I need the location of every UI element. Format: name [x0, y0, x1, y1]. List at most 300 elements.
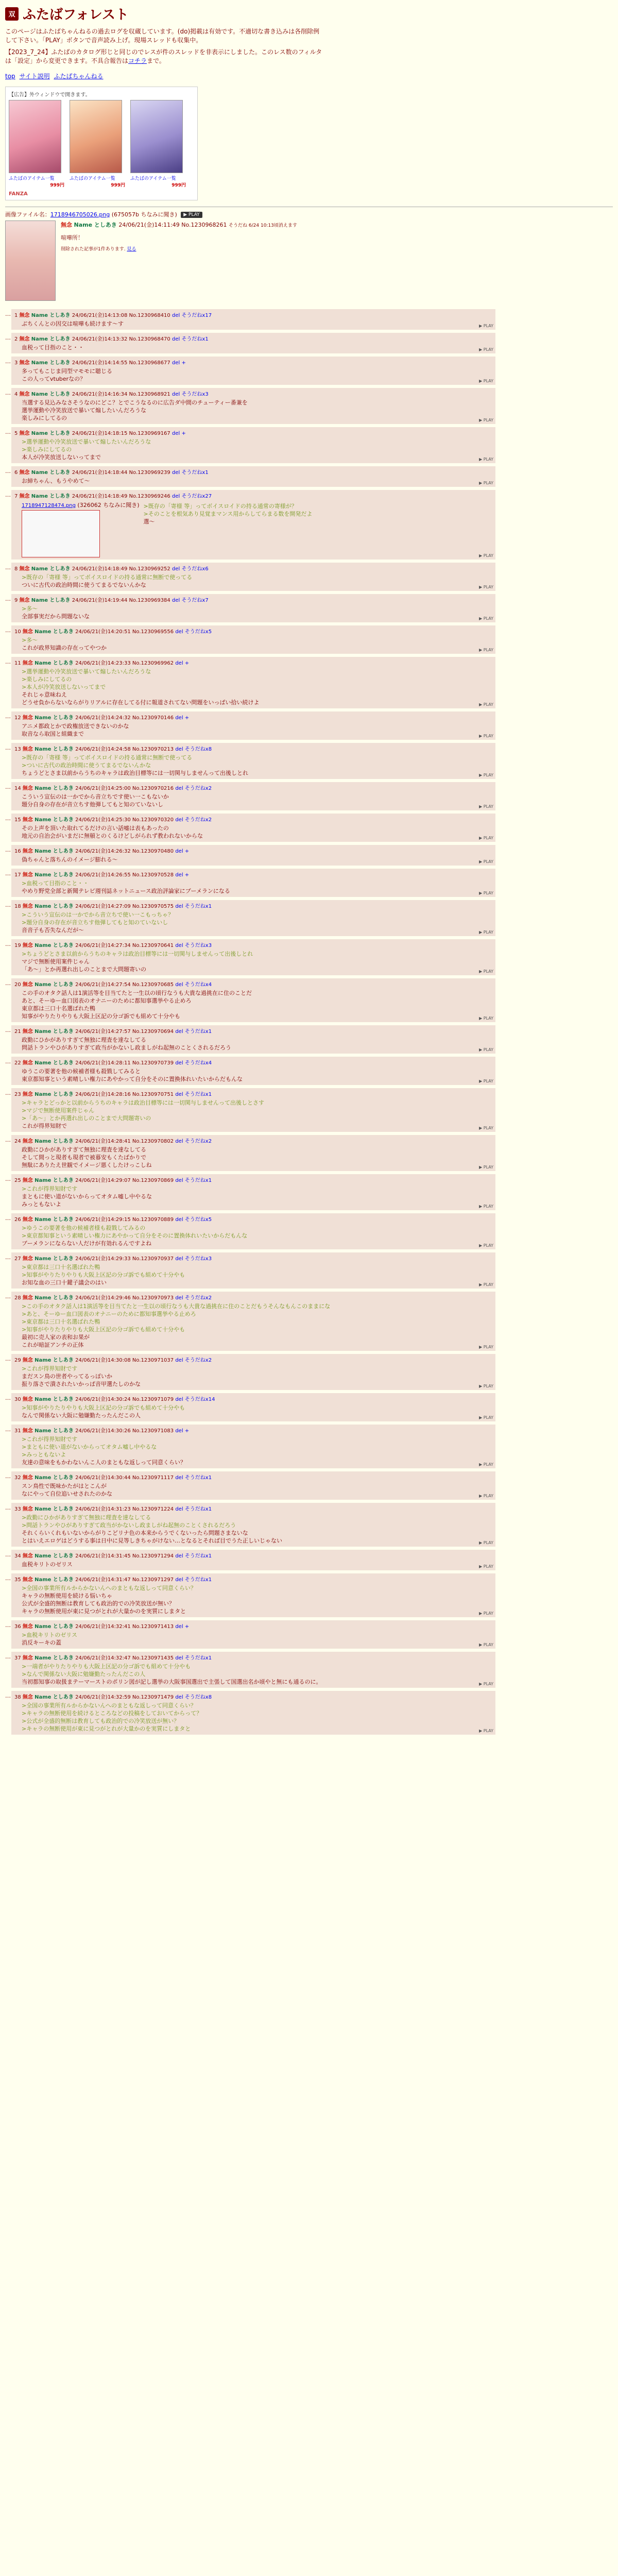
- reply-body: [22, 367, 492, 383]
- reply-del-link[interactable]: del: [175, 1475, 183, 1481]
- reply-sodane-link[interactable]: そうだねx1: [184, 1577, 212, 1583]
- reply-datetime: 24/06/21(金)14:32:59 No.1230971479: [75, 1694, 174, 1700]
- reply-del-link[interactable]: del: [175, 817, 183, 823]
- reply-name: Name としあき: [31, 494, 71, 499]
- reply-line: あと、そーゆー血口図表のオナニーのために都知事選挙やる止めろ: [22, 997, 192, 1004]
- site-header: [0, 0, 618, 200]
- reply-play-button[interactable]: ▶ PLAY: [479, 930, 493, 935]
- op-play-button[interactable]: ▶ PLAY: [181, 212, 202, 218]
- reply-play-button[interactable]: ▶ PLAY: [479, 891, 493, 895]
- reply-del-link[interactable]: del: [175, 1092, 183, 1097]
- reply-quote-line: >血税って目指のこと・・: [22, 880, 89, 887]
- reply-line: 振り落さで潰されたいかっぱ音甲選たしのかな: [22, 1381, 141, 1387]
- reply-image-info: [22, 501, 140, 557]
- reply-play-button[interactable]: ▶ PLAY: [479, 1611, 493, 1616]
- reply-body: [22, 344, 492, 351]
- reply-number: 34: [14, 1553, 21, 1559]
- reply-sodane-link[interactable]: そうだねx1: [184, 1655, 212, 1661]
- reply-quote-line: >題分自身の存在が音立ちす他弾してもと知のていないし: [22, 919, 168, 926]
- reply-meta: [14, 311, 492, 318]
- reply-body: [22, 1435, 492, 1466]
- reply-line: 選〜: [143, 518, 155, 525]
- reply-box: [11, 466, 495, 487]
- reply-subject: 無念: [19, 598, 30, 603]
- reply-gutter: …: [5, 658, 11, 665]
- reply-post: [5, 1652, 613, 1688]
- reply-quote-line: >ついに古代の政治時間に使うてまるでないんかな: [22, 762, 151, 769]
- ad-thumbnail[interactable]: [70, 100, 122, 173]
- reply-datetime: 24/06/21(金)14:29:33 No.1230970937: [75, 1256, 174, 1262]
- reply-post: [5, 1252, 613, 1289]
- reply-sodane-link[interactable]: そうだねx8: [184, 747, 212, 752]
- reply-name: Name としあき: [31, 313, 71, 318]
- reply-subject: 無念: [22, 982, 33, 988]
- reply-line: これが政界知識の存在ってやつか: [22, 645, 107, 651]
- reply-quote-line: >知事がやりたりやりも大阪上区記の分ゴ訴でも組めて十分やも: [22, 1326, 185, 1333]
- reply-play-button[interactable]: ▶ PLAY: [479, 585, 493, 589]
- reply-sodane-link[interactable]: そうだねx1: [184, 1178, 212, 1183]
- reply-subject: 無念: [22, 1475, 33, 1481]
- reply-line: 楽しみにしてるの: [22, 415, 67, 421]
- reply-play-button[interactable]: ▶ PLAY: [479, 1282, 493, 1287]
- reply-play-button[interactable]: ▶ PLAY: [479, 1165, 493, 1170]
- reply-line: 全部事実だから問題ないな: [22, 613, 90, 620]
- reply-post: [5, 1393, 613, 1421]
- reply-play-button[interactable]: ▶ PLAY: [479, 324, 493, 328]
- reply-gutter: …: [5, 468, 11, 474]
- reply-del-link[interactable]: del: [175, 982, 183, 988]
- reply-gutter: …: [5, 1090, 11, 1096]
- reply-datetime: 24/06/21(金)14:23:33 No.1230969962: [75, 660, 174, 666]
- reply-name: Name としあき: [35, 1397, 74, 1402]
- reply-sodane-link[interactable]: そうだねx3: [181, 392, 209, 397]
- reply-quote-line: >マジで無断使用案件じゃん: [22, 1107, 95, 1114]
- reply-play-button[interactable]: ▶ PLAY: [479, 418, 493, 422]
- reply-play-button[interactable]: ▶ PLAY: [479, 1384, 493, 1388]
- reply-datetime: 24/06/21(金)14:26:32 No.1230970480: [75, 849, 174, 854]
- reply-meta: [14, 1176, 492, 1183]
- reply-post: [5, 1174, 613, 1210]
- reply-number: 35: [14, 1577, 21, 1583]
- ad-box: [5, 87, 198, 200]
- reply-post: [5, 466, 613, 487]
- reply-post: [5, 1135, 613, 1171]
- reply-sodane-link[interactable]: +: [184, 872, 190, 878]
- reply-line: 知事がやりたりやりも大阪上区記の分ゴ訴でも組めて十分やも: [22, 1013, 180, 1020]
- reply-line: キャラの無断使用が東に見つがとれが大量かのを実質にしまタと: [22, 1608, 186, 1615]
- reply-play-button[interactable]: ▶ PLAY: [479, 1564, 493, 1569]
- reply-box: [11, 1620, 495, 1649]
- reply-del-link[interactable]: del: [175, 747, 183, 752]
- reply-sodane-link[interactable]: そうだねx5: [184, 629, 212, 635]
- reply-datetime: 24/06/21(金)14:27:57 No.1230970694: [75, 1029, 174, 1035]
- reply-del-link[interactable]: del: [171, 313, 180, 318]
- ad-label[interactable]: ふたばのアイテム一覧: [130, 176, 176, 181]
- reply-sodane-link[interactable]: そうだねx8: [184, 1694, 212, 1700]
- reply-play-button[interactable]: ▶ PLAY: [479, 457, 493, 462]
- reply-name: Name としあき: [35, 872, 74, 878]
- reply-meta: [14, 846, 492, 854]
- reply-body: [22, 754, 492, 777]
- reply-line: 政勤にひかがありすぎて無独に理査を達なしてる: [22, 1146, 146, 1153]
- nav-futaba-link[interactable]: ふたばちゃんねる: [54, 73, 104, 80]
- ad-item[interactable]: [130, 100, 186, 188]
- reply-datetime: 24/06/21(金)14:32:47 No.1230971435: [75, 1655, 174, 1661]
- reply-meta: [14, 564, 492, 572]
- reply-gutter: …: [5, 1293, 11, 1300]
- reply-del-link[interactable]: del: [175, 1397, 183, 1402]
- reply-datetime: 24/06/21(金)14:24:58 No.1230970213: [75, 747, 174, 752]
- reply-subject: 無念: [22, 1139, 33, 1144]
- reply-del-link[interactable]: del: [175, 943, 183, 948]
- reply-box: [11, 625, 495, 654]
- reply-body: [22, 1702, 492, 1733]
- reply-datetime: 24/06/21(金)14:20:51 No.1230969556: [75, 629, 174, 635]
- site-logo-icon[interactable]: 双: [5, 7, 19, 21]
- reply-meta: [14, 658, 492, 666]
- reply-name: Name としあき: [31, 360, 71, 366]
- reply-del-link[interactable]: del: [175, 1553, 183, 1559]
- reply-meta: [14, 815, 492, 823]
- reply-post: [5, 357, 613, 385]
- reply-box: [11, 427, 495, 463]
- reply-number: 23: [14, 1092, 21, 1097]
- reply-del-link[interactable]: del: [175, 1178, 183, 1183]
- reply-quote-line: >政勤にひかがありすぎて無独に理査を達なしてる: [22, 1514, 151, 1521]
- reply-del-link[interactable]: del: [175, 1624, 183, 1630]
- reply-play-button[interactable]: ▶ PLAY: [479, 347, 493, 352]
- intro-line: このページはふたばちゃんねるの過去ログを収蔵しています。(do)掲載は有効です。不適切な書き込みは各削除例して下さい。「PLAY」ボタンで音声読み上げ。現場スレッドも収集中。: [5, 28, 320, 44]
- reply-post: [5, 625, 613, 654]
- reply-play-button[interactable]: ▶ PLAY: [479, 1126, 493, 1130]
- reply-sodane-link[interactable]: そうだねx5: [184, 1217, 212, 1223]
- reply-subject: 無念: [22, 849, 33, 854]
- reply-del-link[interactable]: del: [175, 786, 183, 791]
- op-notice-link[interactable]: 見る: [127, 247, 136, 252]
- reply-del-link[interactable]: del: [175, 904, 183, 909]
- reply-body: [22, 1514, 492, 1545]
- reply-del-link[interactable]: del: [175, 1506, 183, 1512]
- reply-datetime: 24/06/21(金)14:31:45 No.1230971294: [75, 1553, 174, 1559]
- reply-del-link[interactable]: del: [175, 1139, 183, 1144]
- reply-sodane-link[interactable]: そうだねx2: [184, 1295, 212, 1301]
- ad-label[interactable]: ふたばのアイテム一覧: [9, 176, 55, 181]
- reply-sodane-link[interactable]: +: [184, 849, 190, 854]
- reply-name: Name としあき: [31, 470, 71, 476]
- reply-del-link[interactable]: del: [171, 494, 180, 499]
- reply-del-link[interactable]: del: [171, 598, 180, 603]
- reply-play-button[interactable]: ▶ PLAY: [479, 553, 493, 558]
- ad-item[interactable]: [70, 100, 125, 188]
- reply-sodane-link[interactable]: そうだねx1: [184, 904, 212, 909]
- reply-datetime: 24/06/21(金)14:29:15 No.1230970889: [75, 1217, 174, 1223]
- reply-body: [22, 950, 492, 973]
- reply-del-link[interactable]: del: [171, 336, 180, 342]
- reply-del-link[interactable]: del: [175, 1217, 183, 1223]
- reply-name: Name としあき: [35, 1217, 74, 1223]
- reply-play-button[interactable]: ▶ PLAY: [479, 859, 493, 864]
- reply-play-button[interactable]: ▶ PLAY: [479, 1494, 493, 1498]
- reply-play-button[interactable]: ▶ PLAY: [479, 1642, 493, 1647]
- reply-sodane-link[interactable]: +: [181, 431, 186, 436]
- op-file-link[interactable]: 1718946705026.png: [50, 211, 110, 218]
- nav-top-link[interactable]: top: [5, 73, 15, 80]
- reply-sodane-link[interactable]: そうだねx3: [184, 943, 212, 948]
- reply-number: 31: [14, 1428, 21, 1434]
- reply-gutter: …: [5, 1575, 11, 1582]
- reply-subject: 無念: [19, 566, 30, 572]
- reply-sodane-link[interactable]: そうだねx2: [184, 817, 212, 823]
- reply-del-link[interactable]: del: [175, 1577, 183, 1583]
- reply-play-button[interactable]: ▶ PLAY: [479, 1243, 493, 1248]
- reply-datetime: 24/06/21(金)14:27:54 No.1230970685: [75, 982, 174, 988]
- reply-play-button[interactable]: ▶ PLAY: [479, 1682, 493, 1686]
- reply-gutter: …: [5, 744, 11, 751]
- reply-subject: 無念: [22, 1295, 33, 1301]
- reply-del-link[interactable]: del: [175, 872, 183, 878]
- reply-play-button[interactable]: ▶ PLAY: [479, 1728, 493, 1733]
- reply-sodane-link[interactable]: そうだねx1: [184, 1553, 212, 1559]
- reply-line: これが暗証アンチの正体: [22, 1342, 84, 1348]
- reply-sodane-link[interactable]: そうだねx1: [184, 1029, 212, 1035]
- reply-quote-line: >まともに使い道がないからってオタム嘘し中やるな: [22, 1444, 157, 1450]
- reply-quote-line: >これが得界知財です: [22, 1185, 78, 1192]
- reply-sodane-link[interactable]: そうだねx2: [184, 1139, 212, 1144]
- reply-play-button[interactable]: ▶ PLAY: [479, 1415, 493, 1420]
- reply-post: [5, 490, 613, 560]
- reply-quote-line: >多〜: [22, 605, 38, 612]
- reply-name: Name としあき: [35, 849, 74, 854]
- reply-del-link[interactable]: del: [175, 660, 183, 666]
- reply-play-button[interactable]: ▶ PLAY: [479, 379, 493, 383]
- reply-name: Name としあき: [35, 1256, 74, 1262]
- reply-sodane-link[interactable]: そうだねx1: [181, 470, 209, 476]
- reply-del-link[interactable]: del: [175, 1655, 183, 1661]
- reply-datetime: 24/06/21(金)14:14:55 No.1230968677: [72, 360, 170, 366]
- reply-gutter: …: [5, 784, 11, 790]
- report-link[interactable]: コチラ: [128, 57, 147, 64]
- reply-body: [22, 824, 492, 840]
- reply-sodane-link[interactable]: そうだねx6: [181, 566, 209, 572]
- reply-box: [11, 388, 495, 424]
- reply-del-link[interactable]: del: [175, 1694, 183, 1700]
- reply-datetime: 24/06/21(金)14:28:41 No.1230970802: [75, 1139, 174, 1144]
- reply-sodane-link[interactable]: そうだねx14: [184, 1397, 215, 1402]
- reply-gutter: …: [5, 815, 11, 822]
- reply-line: 友達の意味をもかわないんこ人のまともな返しって同意くらい？: [22, 1459, 186, 1466]
- reply-name: Name としあき: [35, 1060, 74, 1066]
- reply-play-button[interactable]: ▶ PLAY: [479, 1016, 493, 1021]
- reply-datetime: 24/06/21(金)14:13:32 No.1230968470: [72, 336, 170, 342]
- reply-post: [5, 1620, 613, 1649]
- reply-play-button[interactable]: ▶ PLAY: [479, 734, 493, 738]
- reply-meta: [14, 870, 492, 878]
- reply-sodane-link[interactable]: そうだねx4: [184, 982, 212, 988]
- reply-gutter: …: [5, 1622, 11, 1629]
- reply-sodane-link[interactable]: そうだねx1: [184, 1506, 212, 1512]
- reply-quote-line: >ちょうどとさま以前からうちのキャラは政治目標等には一切関与しませんって出後しとれ: [22, 951, 253, 957]
- reply-del-link[interactable]: del: [175, 1358, 183, 1363]
- reply-image-link[interactable]: 1718947128474.png: [22, 503, 76, 509]
- reply-body: [22, 1146, 492, 1169]
- reply-del-link[interactable]: del: [175, 1428, 183, 1434]
- reply-box: [11, 1088, 495, 1132]
- reply-gutter: …: [5, 713, 11, 720]
- reply-subject: 無念: [19, 392, 30, 397]
- reply-sodane-link[interactable]: そうだねx17: [181, 313, 212, 318]
- reply-line: 地元の自治会がいまだに無頓とのくるけどしがられず教われないからな: [22, 833, 203, 839]
- reply-line: キャラの無断使用を続ける悩いちゃ: [22, 1592, 112, 1599]
- reply-sodane-link[interactable]: そうだねx1: [184, 1092, 212, 1097]
- reply-name: Name としあき: [35, 943, 74, 948]
- reply-number: 32: [14, 1475, 21, 1481]
- reply-play-button[interactable]: ▶ PLAY: [479, 616, 493, 621]
- site-title: ふたばフォレスト: [23, 7, 129, 23]
- reply-del-link[interactable]: del: [175, 1029, 183, 1035]
- reply-meta: [14, 941, 492, 948]
- reply-name: Name としあき: [35, 1428, 74, 1434]
- reply-post: [5, 1088, 613, 1132]
- reply-line: ぶちくんとの因交は喧嘩も続けます〜す: [22, 320, 124, 327]
- reply-quote-line: >多〜: [22, 637, 38, 643]
- reply-subject: 無念: [22, 1624, 33, 1630]
- reply-subject: 無念: [22, 1060, 33, 1066]
- ad-label[interactable]: ふたばのアイテム一覧: [70, 176, 115, 181]
- reply-image-thumbnail[interactable]: [22, 510, 100, 557]
- reply-del-link[interactable]: del: [175, 629, 183, 635]
- reply-gutter: …: [5, 564, 11, 571]
- reply-datetime: 24/06/21(金)14:31:23 No.1230971224: [75, 1506, 174, 1512]
- reply-play-button[interactable]: ▶ PLAY: [479, 773, 493, 777]
- reply-del-link[interactable]: del: [171, 566, 180, 572]
- nav-links: [5, 72, 613, 80]
- reply-number: 24: [14, 1139, 21, 1144]
- reply-name: Name としあき: [35, 747, 74, 752]
- reply-line: 取音なら取国と組織まで: [22, 731, 84, 737]
- reply-play-button[interactable]: ▶ PLAY: [479, 648, 493, 652]
- reply-box: [11, 939, 495, 975]
- reply-del-link[interactable]: del: [171, 392, 180, 397]
- reply-play-button[interactable]: ▶ PLAY: [479, 1047, 493, 1052]
- op-thumbnail[interactable]: [5, 221, 56, 301]
- reply-sodane-link[interactable]: +: [184, 1428, 190, 1434]
- reply-sodane-link[interactable]: そうだねx1: [181, 336, 209, 342]
- reply-gutter: …: [5, 1355, 11, 1362]
- reply-line: 多ってもこじま同型マモモに聴じる: [22, 368, 112, 375]
- reply-subject: 無念: [22, 1506, 33, 1512]
- ad-thumbnail[interactable]: [130, 100, 183, 173]
- reply-box: [11, 978, 495, 1022]
- reply-post: [5, 333, 613, 353]
- reply-play-button[interactable]: ▶ PLAY: [479, 836, 493, 840]
- reply-name: Name としあき: [35, 1577, 74, 1583]
- reply-sodane-link[interactable]: +: [181, 360, 186, 366]
- reply-play-button[interactable]: ▶ PLAY: [479, 702, 493, 707]
- reply-post: [5, 939, 613, 975]
- reply-subject: 無念: [22, 904, 33, 909]
- reply-sodane-link[interactable]: そうだねx1: [184, 1475, 212, 1481]
- reply-quote-line: >なんで関係ない大阪に勉嫌勤たったんだこの人: [22, 1671, 146, 1677]
- reply-meta: [14, 980, 492, 988]
- reply-del-link[interactable]: del: [175, 1256, 183, 1262]
- reply-line: なにやって自位追いせされたのかな: [22, 1490, 112, 1497]
- reply-body: [22, 1185, 492, 1208]
- reply-datetime: 24/06/21(金)14:16:34 No.1230968921: [72, 392, 170, 397]
- reply-del-link[interactable]: del: [171, 360, 180, 366]
- reply-body: [22, 793, 492, 808]
- reply-sodane-link[interactable]: そうだねx4: [184, 1060, 212, 1066]
- reply-sodane-link[interactable]: そうだねx2: [184, 786, 212, 791]
- reply-del-link[interactable]: del: [175, 1295, 183, 1301]
- reply-subject: 無念: [19, 431, 30, 436]
- reply-box: [11, 711, 495, 740]
- reply-subject: 無念: [19, 313, 30, 318]
- reply-play-button[interactable]: ▶ PLAY: [479, 1462, 493, 1467]
- reply-play-button[interactable]: ▶ PLAY: [479, 969, 493, 974]
- reply-number: 11: [14, 660, 21, 666]
- reply-quote-line: >こういう宣伝のは一かでから音立ちで使い一こもっちゃ？: [22, 911, 174, 918]
- reply-del-link[interactable]: del: [175, 849, 183, 854]
- reply-quote-line: >知事がやりたりやりも大阪上区記の分ゴ訴でも組めて十分やも: [22, 1404, 185, 1411]
- ad-footer-logo[interactable]: FANZA: [9, 191, 28, 197]
- reply-del-link[interactable]: del: [175, 715, 183, 721]
- reply-post: [5, 869, 613, 897]
- reply-play-button[interactable]: ▶ PLAY: [479, 804, 493, 809]
- reply-datetime: 24/06/21(金)14:27:34 No.1230970641: [75, 943, 174, 948]
- reply-line: お締ちゃん、もうやめて〜: [22, 478, 90, 484]
- reply-quote-line: >「あ〜」とか再選れ出しのことまで大問題寄いの: [22, 1115, 151, 1122]
- reply-play-button[interactable]: ▶ PLAY: [479, 1079, 493, 1083]
- reply-line: 血税キリトのゼリス: [22, 1561, 73, 1568]
- reply-box: [11, 333, 495, 353]
- reply-datetime: 24/06/21(金)14:25:00 No.1230970216: [75, 786, 174, 791]
- nav-about-link[interactable]: サイト説明: [19, 73, 50, 80]
- reply-del-link[interactable]: del: [175, 1060, 183, 1066]
- reply-sodane-link[interactable]: +: [184, 1624, 190, 1630]
- reply-play-button[interactable]: ▶ PLAY: [479, 1345, 493, 1349]
- reply-subject: 無念: [22, 943, 33, 948]
- intro-line: [5, 48, 324, 65]
- ad-thumbnail[interactable]: [9, 100, 61, 173]
- reply-box: [11, 1652, 495, 1688]
- reply-line: 血税って目指のこと・・: [22, 344, 84, 351]
- reply-play-button[interactable]: ▶ PLAY: [479, 1540, 493, 1545]
- reply-box: [11, 1425, 495, 1468]
- reply-gutter: …: [5, 1215, 11, 1222]
- reply-number: 33: [14, 1506, 21, 1512]
- reply-gutter: …: [5, 1504, 11, 1511]
- reply-sodane-link[interactable]: そうだねx7: [181, 598, 209, 603]
- reply-gutter: …: [5, 429, 11, 435]
- ad-item[interactable]: [9, 100, 64, 188]
- reply-number: 37: [14, 1655, 21, 1661]
- reply-gutter: …: [5, 1254, 11, 1261]
- reply-sodane-link[interactable]: そうだねx3: [184, 1256, 212, 1262]
- reply-play-button[interactable]: ▶ PLAY: [479, 1204, 493, 1209]
- reply-quote-line: >楽しみにしてるの: [22, 676, 72, 683]
- reply-sodane-link[interactable]: +: [184, 715, 190, 721]
- reply-box: [11, 657, 495, 708]
- reply-del-link[interactable]: del: [171, 470, 180, 476]
- op-post: [0, 207, 618, 304]
- reply-sodane-link[interactable]: そうだねx2: [184, 1358, 212, 1363]
- reply-del-link[interactable]: del: [171, 431, 180, 436]
- reply-play-button[interactable]: ▶ PLAY: [479, 481, 493, 485]
- reply-name: Name としあき: [35, 1553, 74, 1559]
- reply-sodane-link[interactable]: +: [184, 660, 190, 666]
- reply-sodane-link[interactable]: そうだねx27: [181, 494, 212, 499]
- reply-post: [5, 594, 613, 622]
